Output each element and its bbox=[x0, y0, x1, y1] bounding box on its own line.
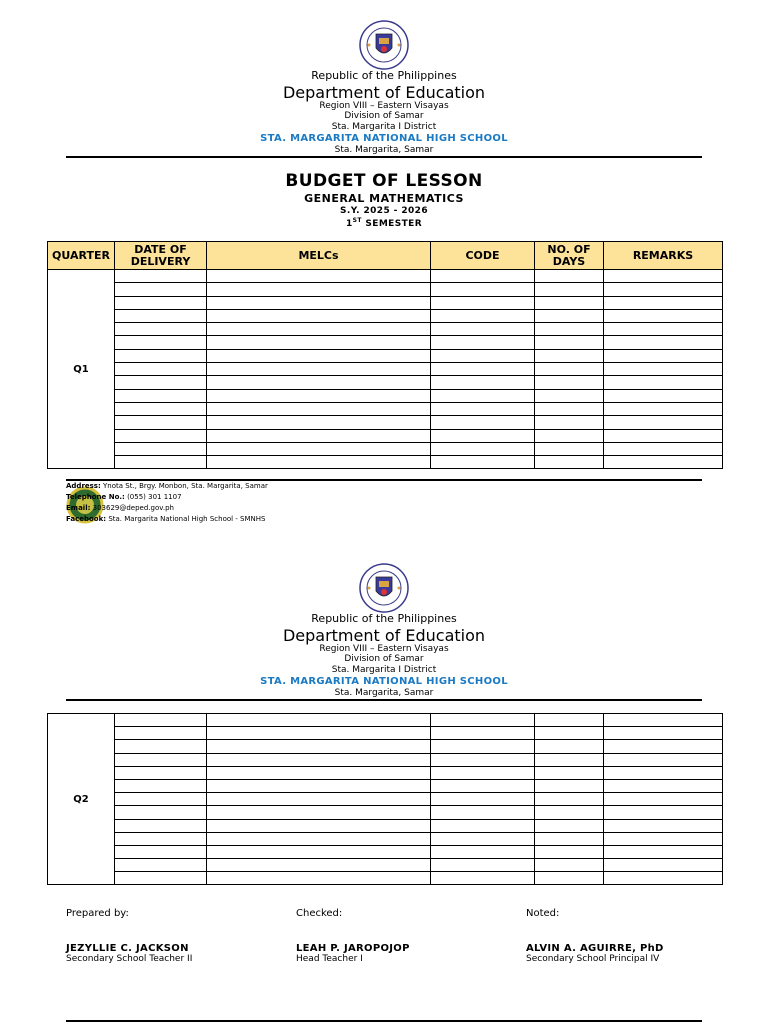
facebook-value: Sta. Margarita National High School - SMNHS bbox=[108, 515, 266, 523]
remarks-cell[interactable] bbox=[604, 389, 723, 402]
code-cell[interactable] bbox=[431, 832, 535, 845]
melc-cell[interactable] bbox=[207, 309, 431, 322]
remarks-cell[interactable] bbox=[604, 845, 723, 858]
republic-text-page2: Republic of the Philippines bbox=[311, 612, 457, 625]
table-row bbox=[48, 806, 723, 819]
melc-cell[interactable] bbox=[207, 859, 431, 872]
col-header-date bbox=[115, 242, 207, 270]
table-row bbox=[48, 779, 723, 792]
code-cell[interactable] bbox=[431, 336, 535, 349]
date-cell[interactable] bbox=[115, 389, 207, 402]
footer-email bbox=[66, 503, 174, 514]
remarks-cell[interactable] bbox=[604, 336, 723, 349]
days-cell[interactable] bbox=[535, 727, 604, 740]
days-cell[interactable] bbox=[535, 336, 604, 349]
remarks-cell[interactable] bbox=[604, 270, 723, 283]
days-cell[interactable] bbox=[535, 806, 604, 819]
remarks-cell[interactable] bbox=[604, 806, 723, 819]
date-cell[interactable] bbox=[115, 806, 207, 819]
semester-word: SEMESTER bbox=[365, 219, 423, 229]
code-cell[interactable] bbox=[431, 323, 535, 336]
document-title: BUDGET OF LESSON bbox=[285, 171, 483, 191]
code-cell[interactable] bbox=[431, 819, 535, 832]
prepared-label: Prepared by: bbox=[66, 908, 129, 919]
melc-cell[interactable] bbox=[207, 376, 431, 389]
division-text-page2: Division of Samar bbox=[344, 654, 424, 664]
deped-seal-page2 bbox=[359, 563, 409, 613]
remarks-cell[interactable] bbox=[604, 323, 723, 336]
footer-address bbox=[66, 481, 268, 492]
days-cell[interactable] bbox=[535, 376, 604, 389]
semester-label bbox=[0, 217, 768, 229]
table-row bbox=[48, 714, 723, 727]
code-cell[interactable] bbox=[431, 456, 535, 469]
signatory-prepared bbox=[66, 908, 192, 964]
remarks-cell[interactable] bbox=[604, 793, 723, 806]
table-row bbox=[48, 416, 723, 429]
col-days-line2: DAYS bbox=[552, 254, 586, 268]
code-cell[interactable] bbox=[431, 793, 535, 806]
col-days-line1: NO. OF bbox=[547, 242, 591, 256]
melc-cell[interactable] bbox=[207, 336, 431, 349]
col-date-line2: DELIVERY bbox=[130, 254, 191, 268]
department-text: Department of Education bbox=[282, 83, 486, 102]
email-value: 303629@deped.gov.ph bbox=[92, 504, 174, 512]
deped-seal bbox=[359, 20, 409, 70]
code-cell[interactable] bbox=[431, 416, 535, 429]
days-cell[interactable] bbox=[535, 766, 604, 779]
melc-cell[interactable] bbox=[207, 714, 431, 727]
days-cell[interactable] bbox=[535, 270, 604, 283]
melc-cell[interactable] bbox=[207, 779, 431, 792]
melc-cell[interactable] bbox=[207, 283, 431, 296]
code-cell[interactable] bbox=[431, 349, 535, 362]
table-row bbox=[48, 283, 723, 296]
table-row bbox=[48, 845, 723, 858]
address-value: Ynota St., Brgy. Monbon, Sta. Margarita, Samar bbox=[103, 482, 268, 490]
date-cell[interactable] bbox=[115, 363, 207, 376]
school-location: Sta. Margarita, Samar bbox=[334, 145, 434, 155]
remarks-cell[interactable] bbox=[604, 456, 723, 469]
melc-cell[interactable] bbox=[207, 766, 431, 779]
col-date-line1: DATE OF bbox=[134, 242, 187, 256]
signatory-checked bbox=[296, 908, 410, 964]
semester-suffix: ST bbox=[352, 217, 362, 224]
melc-cell[interactable] bbox=[207, 793, 431, 806]
code-cell[interactable] bbox=[431, 442, 535, 455]
division-text: Division of Samar bbox=[344, 111, 424, 121]
noted-position: Secondary School Principal IV bbox=[526, 954, 660, 964]
date-cell[interactable] bbox=[115, 832, 207, 845]
date-cell[interactable] bbox=[115, 753, 207, 766]
code-cell[interactable] bbox=[431, 270, 535, 283]
date-cell[interactable] bbox=[115, 819, 207, 832]
code-cell[interactable] bbox=[431, 727, 535, 740]
date-cell[interactable] bbox=[115, 429, 207, 442]
table-row bbox=[48, 859, 723, 872]
table-row bbox=[48, 753, 723, 766]
days-cell[interactable] bbox=[535, 819, 604, 832]
remarks-cell[interactable] bbox=[604, 296, 723, 309]
footer-facebook bbox=[66, 514, 266, 525]
days-cell[interactable] bbox=[535, 416, 604, 429]
days-cell[interactable] bbox=[535, 793, 604, 806]
checked-name: LEAH P. JAROPOJOP bbox=[296, 943, 410, 954]
remarks-cell[interactable] bbox=[604, 283, 723, 296]
remarks-cell[interactable] bbox=[604, 832, 723, 845]
checked-label: Checked: bbox=[296, 908, 343, 919]
days-cell[interactable] bbox=[535, 309, 604, 322]
days-cell[interactable] bbox=[535, 845, 604, 858]
checked-position: Head Teacher I bbox=[296, 954, 363, 964]
noted-name: ALVIN A. AGUIRRE, PhD bbox=[526, 943, 664, 954]
remarks-cell[interactable] bbox=[604, 429, 723, 442]
code-cell[interactable] bbox=[431, 429, 535, 442]
code-cell[interactable] bbox=[431, 872, 535, 885]
prepared-position: Secondary School Teacher II bbox=[66, 954, 193, 964]
date-cell[interactable] bbox=[115, 323, 207, 336]
code-cell[interactable] bbox=[431, 753, 535, 766]
melc-cell[interactable] bbox=[207, 270, 431, 283]
remarks-cell[interactable] bbox=[604, 376, 723, 389]
noted-label: Noted: bbox=[526, 908, 560, 919]
address-label: Address: bbox=[66, 482, 101, 490]
table-row bbox=[48, 456, 723, 469]
melc-cell[interactable] bbox=[207, 727, 431, 740]
date-cell[interactable] bbox=[115, 779, 207, 792]
date-cell[interactable] bbox=[115, 793, 207, 806]
table-row bbox=[48, 309, 723, 322]
melc-cell[interactable] bbox=[207, 845, 431, 858]
date-cell[interactable] bbox=[115, 456, 207, 469]
days-cell[interactable] bbox=[535, 714, 604, 727]
table-row bbox=[48, 429, 723, 442]
department-text-page2: Department of Education bbox=[282, 626, 486, 645]
days-cell[interactable] bbox=[535, 832, 604, 845]
table-row bbox=[48, 402, 723, 415]
region-text-page2: Region VIII – Eastern Visayas bbox=[319, 644, 449, 654]
melc-cell[interactable] bbox=[207, 296, 431, 309]
remarks-cell[interactable] bbox=[604, 753, 723, 766]
date-cell[interactable] bbox=[115, 766, 207, 779]
days-cell[interactable] bbox=[535, 283, 604, 296]
date-cell[interactable] bbox=[115, 283, 207, 296]
remarks-cell[interactable] bbox=[604, 714, 723, 727]
table-row bbox=[48, 740, 723, 753]
date-cell[interactable] bbox=[115, 727, 207, 740]
code-cell[interactable] bbox=[431, 779, 535, 792]
subject-title: GENERAL MATHEMATICS bbox=[304, 192, 464, 205]
telephone-label: Telephone No.: bbox=[66, 493, 125, 501]
code-cell[interactable] bbox=[431, 283, 535, 296]
table-row bbox=[48, 376, 723, 389]
code-cell[interactable] bbox=[431, 806, 535, 819]
days-cell[interactable] bbox=[535, 429, 604, 442]
melc-cell[interactable] bbox=[207, 416, 431, 429]
melc-cell[interactable] bbox=[207, 363, 431, 376]
table-row bbox=[48, 872, 723, 885]
col-header-melcs: MELCs bbox=[207, 242, 431, 270]
remarks-cell[interactable] bbox=[604, 309, 723, 322]
date-cell[interactable] bbox=[115, 376, 207, 389]
days-cell[interactable] bbox=[535, 753, 604, 766]
date-cell[interactable] bbox=[115, 859, 207, 872]
table-row bbox=[48, 323, 723, 336]
table-row bbox=[48, 832, 723, 845]
remarks-cell[interactable] bbox=[604, 363, 723, 376]
region-text: Region VIII – Eastern Visayas bbox=[319, 101, 449, 111]
date-cell[interactable] bbox=[115, 872, 207, 885]
melc-cell[interactable] bbox=[207, 832, 431, 845]
remarks-cell[interactable] bbox=[604, 779, 723, 792]
col-header-days bbox=[535, 242, 604, 270]
table-row bbox=[48, 349, 723, 362]
melc-cell[interactable] bbox=[207, 429, 431, 442]
code-cell[interactable] bbox=[431, 766, 535, 779]
melc-cell[interactable] bbox=[207, 819, 431, 832]
code-cell[interactable] bbox=[431, 714, 535, 727]
days-cell[interactable] bbox=[535, 323, 604, 336]
col-header-quarter: QUARTER bbox=[48, 242, 115, 270]
melc-cell[interactable] bbox=[207, 402, 431, 415]
page-bottom-divider bbox=[66, 1020, 702, 1022]
telephone-value: (055) 301 1107 bbox=[127, 493, 182, 501]
table-row bbox=[48, 766, 723, 779]
melc-cell[interactable] bbox=[207, 323, 431, 336]
school-location-page2: Sta. Margarita, Samar bbox=[334, 688, 434, 698]
school-name: STA. MARGARITA NATIONAL HIGH SCHOOL bbox=[260, 133, 508, 144]
school-year: S.Y. 2025 - 2026 bbox=[340, 206, 428, 216]
lesson-table-q1 bbox=[47, 241, 723, 469]
date-cell[interactable] bbox=[115, 740, 207, 753]
remarks-cell[interactable] bbox=[604, 402, 723, 415]
date-cell[interactable] bbox=[115, 714, 207, 727]
republic-text: Republic of the Philippines bbox=[311, 69, 457, 82]
table-row bbox=[48, 296, 723, 309]
footer-telephone bbox=[66, 492, 182, 503]
days-cell[interactable] bbox=[535, 859, 604, 872]
code-cell[interactable] bbox=[431, 309, 535, 322]
table-row bbox=[48, 270, 723, 283]
table-row bbox=[48, 793, 723, 806]
code-cell[interactable] bbox=[431, 859, 535, 872]
date-cell[interactable] bbox=[115, 416, 207, 429]
remarks-cell[interactable] bbox=[604, 766, 723, 779]
code-cell[interactable] bbox=[431, 845, 535, 858]
remarks-cell[interactable] bbox=[604, 442, 723, 455]
signatory-noted bbox=[526, 908, 664, 964]
melc-cell[interactable] bbox=[207, 872, 431, 885]
date-cell[interactable] bbox=[115, 296, 207, 309]
code-cell[interactable] bbox=[431, 296, 535, 309]
table-row bbox=[48, 442, 723, 455]
days-cell[interactable] bbox=[535, 363, 604, 376]
table-row bbox=[48, 389, 723, 402]
remarks-cell[interactable] bbox=[604, 727, 723, 740]
date-cell[interactable] bbox=[115, 270, 207, 283]
days-cell[interactable] bbox=[535, 872, 604, 885]
remarks-cell[interactable] bbox=[604, 819, 723, 832]
remarks-cell[interactable] bbox=[604, 740, 723, 753]
date-cell[interactable] bbox=[115, 336, 207, 349]
days-cell[interactable] bbox=[535, 296, 604, 309]
date-cell[interactable] bbox=[115, 845, 207, 858]
days-cell[interactable] bbox=[535, 389, 604, 402]
prepared-name: JEZYLLIE C. JACKSON bbox=[66, 943, 189, 954]
district-text: Sta. Margarita I District bbox=[331, 122, 437, 132]
code-cell[interactable] bbox=[431, 389, 535, 402]
remarks-cell[interactable] bbox=[604, 349, 723, 362]
melc-cell[interactable] bbox=[207, 389, 431, 402]
melc-cell[interactable] bbox=[207, 442, 431, 455]
code-cell[interactable] bbox=[431, 363, 535, 376]
remarks-cell[interactable] bbox=[604, 872, 723, 885]
header-divider-page2 bbox=[66, 699, 702, 701]
code-cell[interactable] bbox=[431, 402, 535, 415]
days-cell[interactable] bbox=[535, 402, 604, 415]
table-row bbox=[48, 727, 723, 740]
code-cell[interactable] bbox=[431, 740, 535, 753]
melc-cell[interactable] bbox=[207, 806, 431, 819]
semester-number: 1 bbox=[345, 219, 353, 229]
days-cell[interactable] bbox=[535, 740, 604, 753]
header-divider bbox=[66, 156, 702, 158]
remarks-cell[interactable] bbox=[604, 416, 723, 429]
melc-cell[interactable] bbox=[207, 456, 431, 469]
col-header-remarks: REMARKS bbox=[604, 242, 723, 270]
remarks-cell[interactable] bbox=[604, 859, 723, 872]
col-header-code: CODE bbox=[431, 242, 535, 270]
days-cell[interactable] bbox=[535, 442, 604, 455]
days-cell[interactable] bbox=[535, 779, 604, 792]
email-label: Email: bbox=[66, 504, 91, 512]
school-name-page2: STA. MARGARITA NATIONAL HIGH SCHOOL bbox=[260, 676, 508, 687]
table-row bbox=[48, 819, 723, 832]
quarter-cell: Q1 bbox=[48, 270, 115, 469]
melc-cell[interactable] bbox=[207, 753, 431, 766]
melc-cell[interactable] bbox=[207, 349, 431, 362]
date-cell[interactable] bbox=[115, 349, 207, 362]
table-row bbox=[48, 336, 723, 349]
facebook-label: Facebook: bbox=[66, 515, 107, 523]
quarter-cell: Q2 bbox=[48, 714, 115, 885]
days-cell[interactable] bbox=[535, 349, 604, 362]
days-cell[interactable] bbox=[535, 456, 604, 469]
date-cell[interactable] bbox=[115, 402, 207, 415]
date-cell[interactable] bbox=[115, 309, 207, 322]
district-text-page2: Sta. Margarita I District bbox=[331, 665, 437, 675]
lesson-table-q2 bbox=[47, 713, 723, 885]
melc-cell[interactable] bbox=[207, 740, 431, 753]
table-row bbox=[48, 363, 723, 376]
date-cell[interactable] bbox=[115, 442, 207, 455]
code-cell[interactable] bbox=[431, 376, 535, 389]
